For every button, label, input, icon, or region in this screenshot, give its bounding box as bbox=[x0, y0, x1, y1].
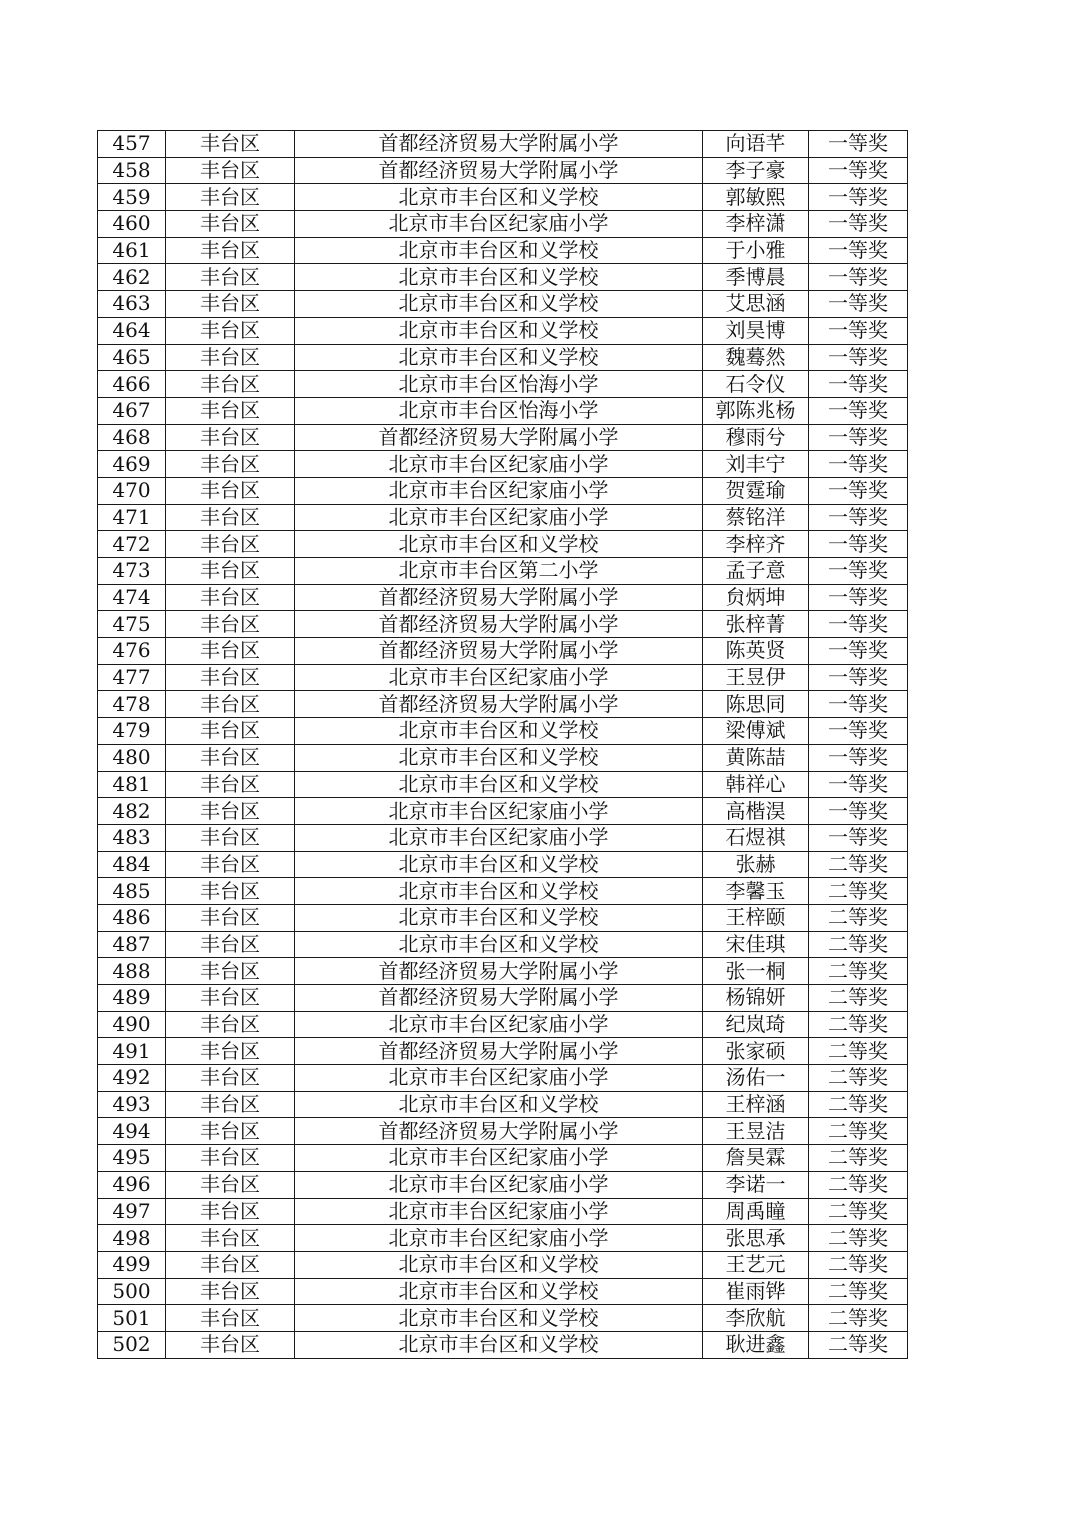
district-cell: 丰台区 bbox=[166, 931, 295, 958]
row-number-cell: 492 bbox=[98, 1065, 166, 1092]
student-name-cell: 郭陈兆杨 bbox=[703, 397, 809, 424]
award-level-cell: 一等奖 bbox=[809, 264, 908, 291]
table-row bbox=[98, 1198, 908, 1225]
table-row bbox=[98, 638, 908, 665]
district-cell: 丰台区 bbox=[166, 1251, 295, 1278]
district-cell: 丰台区 bbox=[166, 1065, 295, 1092]
award-level-cell: 一等奖 bbox=[809, 317, 908, 344]
district-cell: 丰台区 bbox=[166, 371, 295, 398]
student-name-cell: 张赫 bbox=[703, 851, 809, 878]
school-cell: 首都经济贸易大学附属小学 bbox=[295, 131, 703, 158]
student-name-cell: 石令仪 bbox=[703, 371, 809, 398]
award-level-cell: 二等奖 bbox=[809, 878, 908, 905]
district-cell: 丰台区 bbox=[166, 664, 295, 691]
table-row bbox=[98, 771, 908, 798]
award-level-cell: 一等奖 bbox=[809, 291, 908, 318]
school-cell: 北京市丰台区纪家庙小学 bbox=[295, 477, 703, 504]
row-number-cell: 478 bbox=[98, 691, 166, 718]
row-number-cell: 460 bbox=[98, 211, 166, 238]
table-row bbox=[98, 1011, 908, 1038]
table-row bbox=[98, 1118, 908, 1145]
row-number-cell: 489 bbox=[98, 985, 166, 1012]
row-number-cell: 495 bbox=[98, 1145, 166, 1172]
school-cell: 北京市丰台区纪家庙小学 bbox=[295, 798, 703, 825]
table-row bbox=[98, 824, 908, 851]
table-row bbox=[98, 344, 908, 371]
student-name-cell: 李梓齐 bbox=[703, 531, 809, 558]
district-cell: 丰台区 bbox=[166, 291, 295, 318]
student-name-cell: 韩祥心 bbox=[703, 771, 809, 798]
student-name-cell: 孟子意 bbox=[703, 558, 809, 585]
table-row bbox=[98, 451, 908, 478]
award-level-cell: 二等奖 bbox=[809, 1065, 908, 1092]
table-row bbox=[98, 798, 908, 825]
award-level-cell: 一等奖 bbox=[809, 691, 908, 718]
table-row bbox=[98, 531, 908, 558]
award-level-cell: 二等奖 bbox=[809, 1118, 908, 1145]
district-cell: 丰台区 bbox=[166, 878, 295, 905]
student-name-cell: 崔雨铧 bbox=[703, 1278, 809, 1305]
table-row bbox=[98, 558, 908, 585]
district-cell: 丰台区 bbox=[166, 904, 295, 931]
row-number-cell: 500 bbox=[98, 1278, 166, 1305]
district-cell: 丰台区 bbox=[166, 958, 295, 985]
student-name-cell: 魏蓦然 bbox=[703, 344, 809, 371]
school-cell: 北京市丰台区怡海小学 bbox=[295, 397, 703, 424]
district-cell: 丰台区 bbox=[166, 344, 295, 371]
award-level-cell: 一等奖 bbox=[809, 504, 908, 531]
student-name-cell: 张思承 bbox=[703, 1225, 809, 1252]
row-number-cell: 476 bbox=[98, 638, 166, 665]
row-number-cell: 473 bbox=[98, 558, 166, 585]
student-name-cell: 李子豪 bbox=[703, 157, 809, 184]
district-cell: 丰台区 bbox=[166, 1038, 295, 1065]
table-row bbox=[98, 237, 908, 264]
student-name-cell: 向语芊 bbox=[703, 131, 809, 158]
table-row bbox=[98, 958, 908, 985]
table-row bbox=[98, 1331, 908, 1358]
award-level-cell: 一等奖 bbox=[809, 211, 908, 238]
student-name-cell: 宋佳琪 bbox=[703, 931, 809, 958]
school-cell: 北京市丰台区和义学校 bbox=[295, 1278, 703, 1305]
row-number-cell: 469 bbox=[98, 451, 166, 478]
row-number-cell: 501 bbox=[98, 1305, 166, 1332]
table-row bbox=[98, 504, 908, 531]
student-name-cell: 艾思涵 bbox=[703, 291, 809, 318]
school-cell: 北京市丰台区和义学校 bbox=[295, 1331, 703, 1358]
school-cell: 首都经济贸易大学附属小学 bbox=[295, 584, 703, 611]
student-name-cell: 刘昊博 bbox=[703, 317, 809, 344]
school-cell: 北京市丰台区和义学校 bbox=[295, 184, 703, 211]
row-number-cell: 474 bbox=[98, 584, 166, 611]
student-name-cell: 李梓潇 bbox=[703, 211, 809, 238]
district-cell: 丰台区 bbox=[166, 1198, 295, 1225]
award-level-cell: 一等奖 bbox=[809, 771, 908, 798]
row-number-cell: 482 bbox=[98, 798, 166, 825]
student-name-cell: 詹昊霖 bbox=[703, 1145, 809, 1172]
student-name-cell: 李诺一 bbox=[703, 1171, 809, 1198]
student-name-cell: 刘丰宁 bbox=[703, 451, 809, 478]
row-number-cell: 477 bbox=[98, 664, 166, 691]
row-number-cell: 496 bbox=[98, 1171, 166, 1198]
district-cell: 丰台区 bbox=[166, 424, 295, 451]
district-cell: 丰台区 bbox=[166, 477, 295, 504]
table-row bbox=[98, 744, 908, 771]
district-cell: 丰台区 bbox=[166, 611, 295, 638]
award-level-cell: 二等奖 bbox=[809, 1038, 908, 1065]
student-name-cell: 高楷淏 bbox=[703, 798, 809, 825]
school-cell: 北京市丰台区和义学校 bbox=[295, 531, 703, 558]
table-row bbox=[98, 904, 908, 931]
student-name-cell: 石煜祺 bbox=[703, 824, 809, 851]
row-number-cell: 488 bbox=[98, 958, 166, 985]
student-name-cell: 梁傅斌 bbox=[703, 718, 809, 745]
school-cell: 北京市丰台区纪家庙小学 bbox=[295, 1145, 703, 1172]
district-cell: 丰台区 bbox=[166, 824, 295, 851]
award-level-cell: 二等奖 bbox=[809, 1171, 908, 1198]
school-cell: 首都经济贸易大学附属小学 bbox=[295, 691, 703, 718]
table-row bbox=[98, 1225, 908, 1252]
row-number-cell: 464 bbox=[98, 317, 166, 344]
award-level-cell: 二等奖 bbox=[809, 1011, 908, 1038]
district-cell: 丰台区 bbox=[166, 264, 295, 291]
school-cell: 北京市丰台区和义学校 bbox=[295, 291, 703, 318]
school-cell: 北京市丰台区纪家庙小学 bbox=[295, 1011, 703, 1038]
district-cell: 丰台区 bbox=[166, 504, 295, 531]
table-row bbox=[98, 371, 908, 398]
student-name-cell: 穆雨兮 bbox=[703, 424, 809, 451]
school-cell: 北京市丰台区和义学校 bbox=[295, 718, 703, 745]
school-cell: 北京市丰台区和义学校 bbox=[295, 904, 703, 931]
school-cell: 北京市丰台区纪家庙小学 bbox=[295, 1198, 703, 1225]
award-level-cell: 一等奖 bbox=[809, 718, 908, 745]
district-cell: 丰台区 bbox=[166, 1225, 295, 1252]
row-number-cell: 467 bbox=[98, 397, 166, 424]
table-row bbox=[98, 851, 908, 878]
district-cell: 丰台区 bbox=[166, 558, 295, 585]
row-number-cell: 461 bbox=[98, 237, 166, 264]
student-name-cell: 张家硕 bbox=[703, 1038, 809, 1065]
school-cell: 首都经济贸易大学附属小学 bbox=[295, 611, 703, 638]
student-name-cell: 张梓菁 bbox=[703, 611, 809, 638]
district-cell: 丰台区 bbox=[166, 317, 295, 344]
award-level-cell: 一等奖 bbox=[809, 798, 908, 825]
district-cell: 丰台区 bbox=[166, 1118, 295, 1145]
award-level-cell: 一等奖 bbox=[809, 611, 908, 638]
school-cell: 北京市丰台区和义学校 bbox=[295, 771, 703, 798]
table-row bbox=[98, 397, 908, 424]
school-cell: 首都经济贸易大学附属小学 bbox=[295, 958, 703, 985]
table-row bbox=[98, 584, 908, 611]
row-number-cell: 502 bbox=[98, 1331, 166, 1358]
award-level-cell: 二等奖 bbox=[809, 1198, 908, 1225]
row-number-cell: 470 bbox=[98, 477, 166, 504]
district-cell: 丰台区 bbox=[166, 1011, 295, 1038]
school-cell: 首都经济贸易大学附属小学 bbox=[295, 638, 703, 665]
student-name-cell: 王昱洁 bbox=[703, 1118, 809, 1145]
student-name-cell: 贺霆瑜 bbox=[703, 477, 809, 504]
district-cell: 丰台区 bbox=[166, 1145, 295, 1172]
district-cell: 丰台区 bbox=[166, 1305, 295, 1332]
student-name-cell: 黄陈喆 bbox=[703, 744, 809, 771]
school-cell: 北京市丰台区怡海小学 bbox=[295, 371, 703, 398]
table-row bbox=[98, 317, 908, 344]
district-cell: 丰台区 bbox=[166, 237, 295, 264]
table-row bbox=[98, 985, 908, 1012]
award-level-cell: 二等奖 bbox=[809, 1145, 908, 1172]
award-level-cell: 一等奖 bbox=[809, 664, 908, 691]
district-cell: 丰台区 bbox=[166, 397, 295, 424]
school-cell: 北京市丰台区第二小学 bbox=[295, 558, 703, 585]
school-cell: 北京市丰台区和义学校 bbox=[295, 344, 703, 371]
row-number-cell: 499 bbox=[98, 1251, 166, 1278]
district-cell: 丰台区 bbox=[166, 1091, 295, 1118]
row-number-cell: 468 bbox=[98, 424, 166, 451]
award-level-cell: 二等奖 bbox=[809, 931, 908, 958]
school-cell: 北京市丰台区和义学校 bbox=[295, 744, 703, 771]
district-cell: 丰台区 bbox=[166, 131, 295, 158]
district-cell: 丰台区 bbox=[166, 584, 295, 611]
row-number-cell: 485 bbox=[98, 878, 166, 905]
award-level-cell: 二等奖 bbox=[809, 1091, 908, 1118]
award-level-cell: 二等奖 bbox=[809, 851, 908, 878]
award-table-body bbox=[98, 131, 908, 1359]
row-number-cell: 480 bbox=[98, 744, 166, 771]
district-cell: 丰台区 bbox=[166, 1171, 295, 1198]
award-level-cell: 一等奖 bbox=[809, 237, 908, 264]
school-cell: 北京市丰台区纪家庙小学 bbox=[295, 211, 703, 238]
table-row bbox=[98, 691, 908, 718]
district-cell: 丰台区 bbox=[166, 1331, 295, 1358]
table-row bbox=[98, 611, 908, 638]
school-cell: 北京市丰台区纪家庙小学 bbox=[295, 664, 703, 691]
school-cell: 北京市丰台区和义学校 bbox=[295, 1251, 703, 1278]
row-number-cell: 466 bbox=[98, 371, 166, 398]
student-name-cell: 陈英贤 bbox=[703, 638, 809, 665]
table-row bbox=[98, 211, 908, 238]
student-name-cell: 张一桐 bbox=[703, 958, 809, 985]
student-name-cell: 王艺元 bbox=[703, 1251, 809, 1278]
student-name-cell: 李馨玉 bbox=[703, 878, 809, 905]
school-cell: 首都经济贸易大学附属小学 bbox=[295, 424, 703, 451]
row-number-cell: 471 bbox=[98, 504, 166, 531]
row-number-cell: 486 bbox=[98, 904, 166, 931]
row-number-cell: 493 bbox=[98, 1091, 166, 1118]
school-cell: 北京市丰台区纪家庙小学 bbox=[295, 824, 703, 851]
school-cell: 北京市丰台区纪家庙小学 bbox=[295, 451, 703, 478]
award-level-cell: 二等奖 bbox=[809, 985, 908, 1012]
school-cell: 北京市丰台区和义学校 bbox=[295, 878, 703, 905]
row-number-cell: 491 bbox=[98, 1038, 166, 1065]
student-name-cell: 郭敏熙 bbox=[703, 184, 809, 211]
table-row bbox=[98, 1038, 908, 1065]
award-level-cell: 二等奖 bbox=[809, 1225, 908, 1252]
student-name-cell: 蔡铭洋 bbox=[703, 504, 809, 531]
award-level-cell: 一等奖 bbox=[809, 397, 908, 424]
table-row bbox=[98, 1091, 908, 1118]
row-number-cell: 484 bbox=[98, 851, 166, 878]
row-number-cell: 494 bbox=[98, 1118, 166, 1145]
table-row bbox=[98, 184, 908, 211]
table-row bbox=[98, 131, 908, 158]
student-name-cell: 周禹瞳 bbox=[703, 1198, 809, 1225]
table-row bbox=[98, 931, 908, 958]
award-level-cell: 一等奖 bbox=[809, 131, 908, 158]
award-level-cell: 一等奖 bbox=[809, 531, 908, 558]
school-cell: 北京市丰台区纪家庙小学 bbox=[295, 1065, 703, 1092]
award-level-cell: 一等奖 bbox=[809, 477, 908, 504]
table-row bbox=[98, 878, 908, 905]
row-number-cell: 487 bbox=[98, 931, 166, 958]
award-level-cell: 一等奖 bbox=[809, 451, 908, 478]
row-number-cell: 472 bbox=[98, 531, 166, 558]
student-name-cell: 王昱伊 bbox=[703, 664, 809, 691]
district-cell: 丰台区 bbox=[166, 157, 295, 184]
award-level-cell: 一等奖 bbox=[809, 584, 908, 611]
row-number-cell: 465 bbox=[98, 344, 166, 371]
award-level-cell: 一等奖 bbox=[809, 184, 908, 211]
row-number-cell: 490 bbox=[98, 1011, 166, 1038]
school-cell: 首都经济贸易大学附属小学 bbox=[295, 1118, 703, 1145]
row-number-cell: 481 bbox=[98, 771, 166, 798]
district-cell: 丰台区 bbox=[166, 718, 295, 745]
table-row bbox=[98, 424, 908, 451]
district-cell: 丰台区 bbox=[166, 451, 295, 478]
award-level-cell: 二等奖 bbox=[809, 1331, 908, 1358]
row-number-cell: 459 bbox=[98, 184, 166, 211]
table-row bbox=[98, 264, 908, 291]
school-cell: 北京市丰台区纪家庙小学 bbox=[295, 504, 703, 531]
school-cell: 北京市丰台区和义学校 bbox=[295, 851, 703, 878]
table-row bbox=[98, 718, 908, 745]
district-cell: 丰台区 bbox=[166, 744, 295, 771]
district-cell: 丰台区 bbox=[166, 638, 295, 665]
table-row bbox=[98, 291, 908, 318]
district-cell: 丰台区 bbox=[166, 771, 295, 798]
row-number-cell: 457 bbox=[98, 131, 166, 158]
school-cell: 北京市丰台区和义学校 bbox=[295, 264, 703, 291]
award-level-cell: 一等奖 bbox=[809, 424, 908, 451]
award-level-cell: 一等奖 bbox=[809, 371, 908, 398]
award-level-cell: 二等奖 bbox=[809, 1305, 908, 1332]
school-cell: 北京市丰台区和义学校 bbox=[295, 237, 703, 264]
student-name-cell: 贠炳坤 bbox=[703, 584, 809, 611]
student-name-cell: 陈思同 bbox=[703, 691, 809, 718]
table-row bbox=[98, 1145, 908, 1172]
table-row bbox=[98, 1278, 908, 1305]
district-cell: 丰台区 bbox=[166, 531, 295, 558]
row-number-cell: 458 bbox=[98, 157, 166, 184]
award-level-cell: 一等奖 bbox=[809, 558, 908, 585]
table-row bbox=[98, 157, 908, 184]
student-name-cell: 耿进鑫 bbox=[703, 1331, 809, 1358]
row-number-cell: 483 bbox=[98, 824, 166, 851]
table-row bbox=[98, 1251, 908, 1278]
table-row bbox=[98, 1065, 908, 1092]
row-number-cell: 475 bbox=[98, 611, 166, 638]
row-number-cell: 498 bbox=[98, 1225, 166, 1252]
school-cell: 北京市丰台区和义学校 bbox=[295, 1091, 703, 1118]
row-number-cell: 462 bbox=[98, 264, 166, 291]
award-level-cell: 一等奖 bbox=[809, 824, 908, 851]
school-cell: 北京市丰台区和义学校 bbox=[295, 931, 703, 958]
school-cell: 首都经济贸易大学附属小学 bbox=[295, 1038, 703, 1065]
district-cell: 丰台区 bbox=[166, 691, 295, 718]
district-cell: 丰台区 bbox=[166, 211, 295, 238]
row-number-cell: 479 bbox=[98, 718, 166, 745]
district-cell: 丰台区 bbox=[166, 985, 295, 1012]
award-level-cell: 二等奖 bbox=[809, 958, 908, 985]
school-cell: 首都经济贸易大学附属小学 bbox=[295, 157, 703, 184]
district-cell: 丰台区 bbox=[166, 798, 295, 825]
award-level-cell: 一等奖 bbox=[809, 157, 908, 184]
student-name-cell: 季博晨 bbox=[703, 264, 809, 291]
student-name-cell: 杨锦妍 bbox=[703, 985, 809, 1012]
table-row bbox=[98, 1171, 908, 1198]
school-cell: 北京市丰台区和义学校 bbox=[295, 317, 703, 344]
award-level-cell: 二等奖 bbox=[809, 904, 908, 931]
student-name-cell: 李欣航 bbox=[703, 1305, 809, 1332]
award-level-cell: 一等奖 bbox=[809, 638, 908, 665]
school-cell: 北京市丰台区和义学校 bbox=[295, 1305, 703, 1332]
table-row bbox=[98, 1305, 908, 1332]
student-name-cell: 王梓颐 bbox=[703, 904, 809, 931]
student-name-cell: 王梓涵 bbox=[703, 1091, 809, 1118]
school-cell: 北京市丰台区纪家庙小学 bbox=[295, 1171, 703, 1198]
award-level-cell: 二等奖 bbox=[809, 1251, 908, 1278]
student-name-cell: 汤佑一 bbox=[703, 1065, 809, 1092]
award-level-cell: 二等奖 bbox=[809, 1278, 908, 1305]
award-level-cell: 一等奖 bbox=[809, 344, 908, 371]
district-cell: 丰台区 bbox=[166, 851, 295, 878]
table-row bbox=[98, 664, 908, 691]
student-name-cell: 于小雅 bbox=[703, 237, 809, 264]
award-table bbox=[97, 130, 908, 1359]
table-row bbox=[98, 477, 908, 504]
school-cell: 首都经济贸易大学附属小学 bbox=[295, 985, 703, 1012]
school-cell: 北京市丰台区纪家庙小学 bbox=[295, 1225, 703, 1252]
student-name-cell: 纪岚琦 bbox=[703, 1011, 809, 1038]
award-level-cell: 一等奖 bbox=[809, 744, 908, 771]
district-cell: 丰台区 bbox=[166, 1278, 295, 1305]
row-number-cell: 497 bbox=[98, 1198, 166, 1225]
district-cell: 丰台区 bbox=[166, 184, 295, 211]
row-number-cell: 463 bbox=[98, 291, 166, 318]
